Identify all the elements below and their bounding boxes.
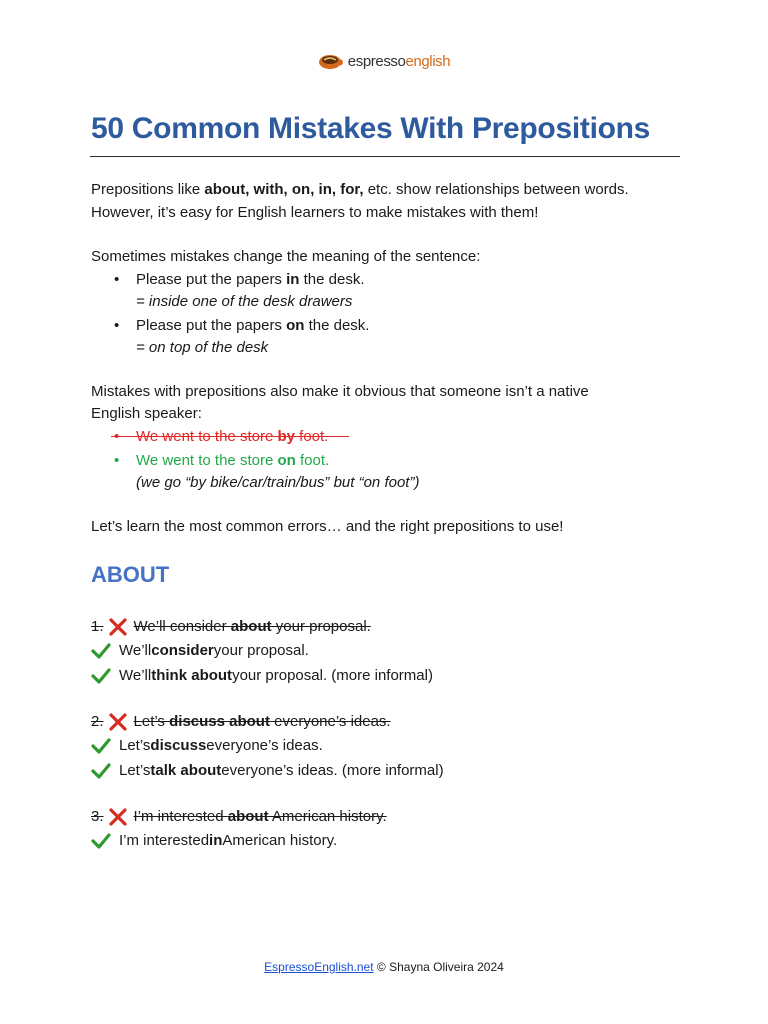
red-x-icon bbox=[108, 618, 128, 636]
right-example-note: (we go “by bike/car/train/bus” but “on foot”) bbox=[136, 474, 420, 491]
green-check-icon bbox=[91, 737, 111, 755]
meaning-lead: Sometimes mistakes change the meaning of the sentence: bbox=[91, 248, 481, 265]
red-x-icon bbox=[108, 808, 128, 826]
right-example: We went to the store on foot. bbox=[136, 452, 330, 469]
bullet-dot-wrong: • bbox=[114, 428, 120, 445]
espresso-english-logo bbox=[0, 48, 768, 74]
mistake-3-wrong: 3. I’m interested about American history. bbox=[91, 808, 387, 825]
intro-line-2: However, it’s easy for English learners to make mistakes with them! bbox=[91, 204, 539, 221]
logo-text: espressoenglish bbox=[347, 52, 451, 70]
wrong-example: We went to the store by foot. bbox=[136, 428, 329, 445]
mistake-1-correct-2: We’ll think about your proposal. (more informal) bbox=[91, 665, 433, 687]
green-check-icon bbox=[91, 667, 111, 685]
bullet-dot: • bbox=[114, 317, 120, 334]
bullet-dot: • bbox=[114, 271, 120, 288]
example-in-desk-note: = inside one of the desk drawers bbox=[136, 293, 353, 310]
mistake-1-wrong: 1. We’ll consider about your proposal. bbox=[91, 618, 371, 635]
section-heading-about: ABOUT bbox=[91, 562, 170, 587]
green-check-icon bbox=[91, 832, 111, 850]
mistake-3-correct-1: I’m interested in American history. bbox=[91, 830, 337, 852]
intro-line-1: Prepositions like about, with, on, in, for, etc. show relationships between words. bbox=[91, 181, 629, 198]
mistake-2-correct-1: Let’s discuss everyone’s ideas. bbox=[91, 735, 323, 757]
footer-site-link[interactable]: EspressoEnglish.net bbox=[264, 960, 374, 974]
page-title: 50 Common Mistakes With Prepositions bbox=[91, 112, 651, 145]
mistake-1-correct-1: We’ll consider your proposal. bbox=[91, 640, 309, 662]
wrong-example-strikethrough bbox=[111, 436, 349, 437]
bullet-dot-right: • bbox=[114, 452, 120, 469]
footer-copyright: © Shayna Oliveira 2024 bbox=[373, 960, 504, 974]
mistake-2-correct-2: Let’s talk about everyone’s ideas. (more informal) bbox=[91, 760, 444, 782]
example-on-desk: Please put the papers on the desk. bbox=[136, 317, 370, 334]
red-x-icon bbox=[108, 713, 128, 731]
green-check-icon bbox=[91, 642, 111, 660]
green-check-icon bbox=[91, 762, 111, 780]
coffee-cup-icon bbox=[318, 51, 344, 71]
closing-line: Let’s learn the most common errors… and the right prepositions to use! bbox=[91, 518, 564, 535]
native-line-2: English speaker: bbox=[91, 405, 202, 422]
title-underline bbox=[90, 156, 680, 157]
example-on-desk-note: = on top of the desk bbox=[136, 339, 269, 356]
native-line-1: Mistakes with prepositions also make it obvious that someone isn’t a native bbox=[91, 383, 589, 400]
page-footer bbox=[0, 960, 768, 974]
example-in-desk: Please put the papers in the desk. bbox=[136, 271, 365, 288]
mistake-2-wrong: 2. Let’s discuss about everyone’s ideas. bbox=[91, 713, 391, 730]
